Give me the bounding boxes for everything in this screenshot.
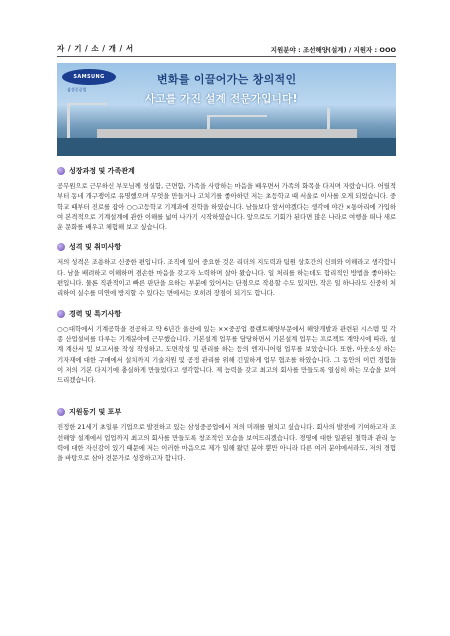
- bullet-icon: [57, 408, 65, 416]
- section-growth: [57, 164, 396, 232]
- section-title: 지원동기 및 포부: [69, 408, 122, 417]
- section-motivation: [57, 405, 396, 463]
- crane-arm-graphic: [207, 115, 267, 117]
- section-heading: [57, 240, 396, 254]
- section-body: 저의 성격은 조용하고 신중한 편입니다. 조직에 있어 중요한 것은 리더의 지도력과 팀원 상호간의 신뢰와 이해라고 생각합니다. 남을 배려하고 이해하며 겸손한 마음을 갖고자 노력하며 살아 왔습니다. 일 처리를 하는데도 합리적인 방법을 좋아하는 편입니다. 물론 직관적이고 빠른 판단을 요하는 부분에 있어서는 단점으로 작용할 수도 있지만, 작은 일 하나라도 신중히 처리하여 실수를 미연에 방지할 수 있다는 면에서는 오히려 장점이 되기도 합니다.: [57, 258, 396, 298]
- banner-slogan-line2: 사고를 가진 설계 전문가입니다!: [145, 93, 298, 105]
- section-body: ○○대학에서 기계공학을 전공하고 약 6년간 울산에 있는 ××중공업 플랜트해양부문에서 해양개발과 관련된 시스템 및 각종 산업설비를 다루는 기계분야에 근무했습니다. 기본설계 업무를 담당하면서 기본설계 업무는 프로젝트 계약시에 따라, 설계 계산서 및 보고서를 작성 작성하고, 도면작성 및 관리를 하는 등의 엔지니어링 업무를 보았습니다. 또한, 아웃소싱 하는 기자재에 대한 구매에서 설치까지 기술지원 및 공정 관리를 위해 긴밀하게 업무 협조를 하였습니다. 그 동안의 이런 경험들이 저의 기본 다지기에 충실하게 만들었다고 생각합니다. 제 능력을 갖고 최고의 회사를 만들도록 열심히 하는 모습을 보여드리겠습니다.: [57, 324, 396, 385]
- applicant-info: 지원분야 : 조선해양(설계) / 지원자 : OOO: [270, 46, 396, 54]
- sea-graphic: [57, 138, 396, 156]
- section-heading: [57, 405, 396, 419]
- logo-subtext: 삼성중공업: [67, 87, 87, 92]
- document-title: 자 / 기 / 소 / 개 / 서: [57, 44, 134, 53]
- crane-arm-graphic: [67, 103, 107, 105]
- banner-slogan-line1: 변화를 이끌어가는 창의적인: [157, 73, 297, 86]
- bullet-icon: [57, 243, 65, 251]
- document-page: [57, 38, 396, 464]
- bullet-icon: [57, 167, 65, 175]
- section-title: 경력 및 특기사항: [69, 309, 122, 318]
- section-title: 성격 및 취미사항: [69, 243, 122, 252]
- section-heading: [57, 164, 396, 178]
- section-body: 공무원으로 근무하신 부모님께 성실함, 근면함, 가족을 사랑하는 마음을 배우면서 가족의 화목을 다지며 자랐습니다. 어릴적부터 동네 개구쟁이로 유명했으며 무엇을 만들거나 고치기를 좋아하던 저는 초등학교 때 서울로 이사를 오게 되었습니다. 중학교 때부터 진로를 잡아 ○○고등학교 기계과에 진학을 하였습니다. 남들보다 앞서야겠다는 생각에 야간 ×통아리에 가입하여 본격적으로 기계설계에 관한 이해를 넓여 나가기 시작하였습니다. 앞으로도 기회가 된다면 많은 나라로 여행을 떠나 새로운 문화를 배우고 체험해 보고 싶습니다.: [57, 182, 396, 232]
- crane-graphic: [67, 103, 70, 143]
- section-body: 진정한 21세기 초일류 기업으로 발전하고 있는 삼성중공업에서 저의 미래를 펼치고 싶습니다. 회사의 발전에 기여하고자 조선해양 설계에서 업업까지 최고의 회사를 만들도록 창조적인 모습을 보여드리겠습니다. 경영에 대한 일관된 철학과 관리 능력에 대한 자신감이 있기 때문에 저는 이러한 마음으로 제가 일해 왔던 분야 뿐만 아니라 다른 여러 분야에서라도, 저의 경험을 바탕으로 삼아 전문가로 성장하고자 합니다.: [57, 423, 396, 463]
- document-header: [57, 38, 396, 57]
- section-personality: [57, 240, 396, 298]
- section-title: 성장과정 및 가족관계: [69, 167, 135, 175]
- samsung-logo: SAMSUNG: [62, 69, 116, 85]
- section-heading: [57, 307, 396, 321]
- bullet-icon: [57, 310, 65, 318]
- header-banner-image: [57, 63, 396, 156]
- section-career: [57, 307, 396, 386]
